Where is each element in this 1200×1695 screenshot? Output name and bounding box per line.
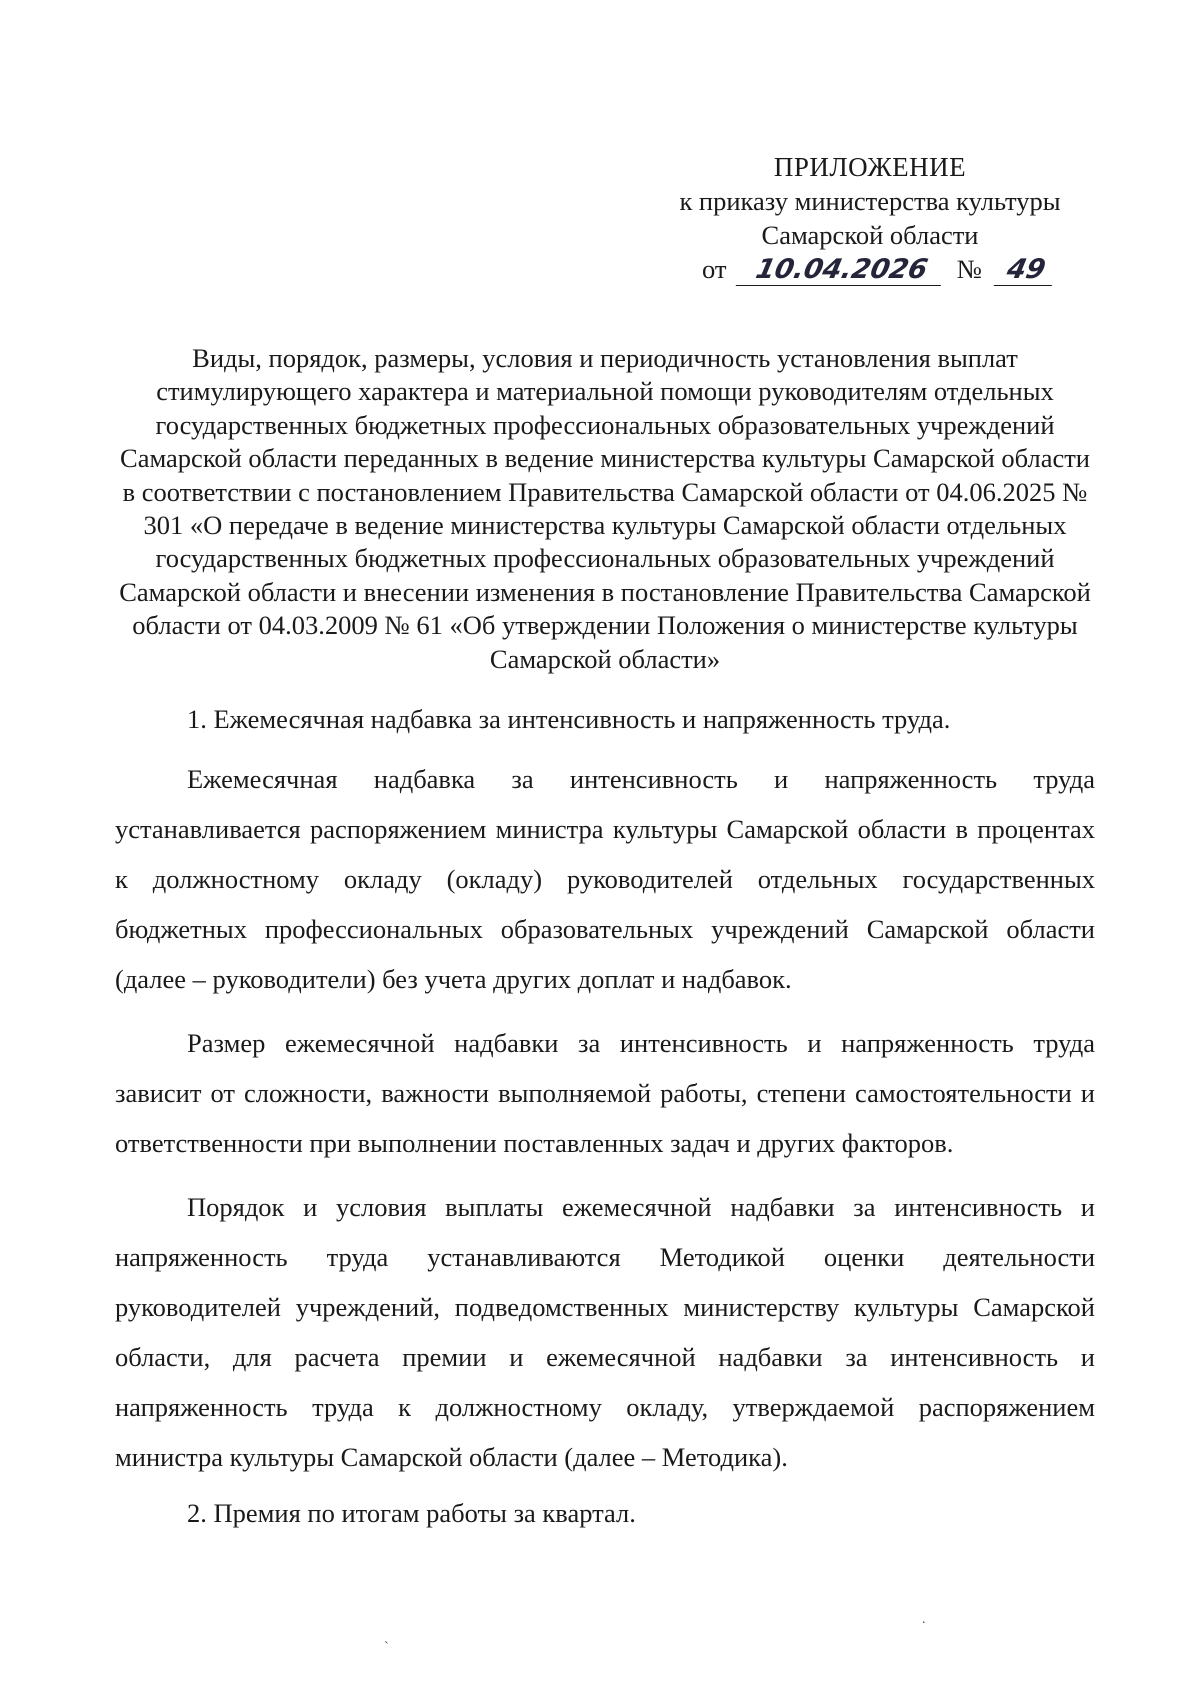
scan-speck: . [922,1612,926,1627]
appendix-region-line: Самарской области [761,220,979,250]
document-body [115,702,1095,1548]
appendix-title: ПРИЛОЖЕНИЕ [773,152,967,182]
section-1-heading: 1. Ежемесячная надбавка за интенсивность и напряженность труда. [187,704,951,734]
section-1-paragraph-2: Размер ежемесячной надбавки за интенсивность и напряженность труда зависит от сложности, важности выполняемой работы, степени самостоятельности и ответственности при выполнении поставленных задач и других факторов. [115,1028,1095,1158]
section-2-heading: 2. Премия по итогам работы за квартал. [187,1498,636,1528]
scan-speck: ` [384,1640,389,1655]
appendix-header [650,150,1090,286]
date-prefix: от [702,254,727,284]
appendix-order-line: к приказу министерства культуры [679,186,1061,216]
number-prefix: № [956,254,983,284]
section-1-paragraph-3: Порядок и условия выплаты ежемесячной надбавки за интенсивность и напряженность труда устанавливаются Методикой оценки деятельности руководителей учреждений, подведомственных министерству культуры Самарской области, для расчета премии и ежемесячной надбавки за интенсивность и напряженность труда к должностному окладу, утверждаемой распоряжением министра культуры Самарской области (далее – Методика). [115,1192,1095,1472]
handwritten-number: 49 [993,255,1058,286]
document-title: Виды, порядок, размеры, условия и периодичность установления выплат стимулирующего характера и материальной помощи руководителям отдельных государственных бюджетных профессиональных образовательных учреждений Самарской области переданных в ведение министерства культуры Самарской области в соответствии с постановлением Правительства Самарской области от 04.06.2025 № 301 «О передаче в ведение министерства культуры Самарской области отдельных государственных бюджетных профессиональных образовательных учреждений Самарской области и внесении изменения в постановление Правительства Самарской области от 04.03.2009 № 61 «Об утверждении Положения о министерстве культуры Самарской области» [119,343,1091,674]
handwritten-date: 10.04.2026 [736,255,948,286]
appendix-date-line [650,252,1090,286]
section-1-paragraph-1: Ежемесячная надбавка за интенсивность и напряженность труда устанавливается распоряжением министра культуры Самарской области в процентах к должностному окладу (окладу) руководителей отдельных государственных бюджетных профессиональных образовательных учреждений Самарской области (далее – руководители) без учета других доплат и надбавок. [115,764,1095,994]
